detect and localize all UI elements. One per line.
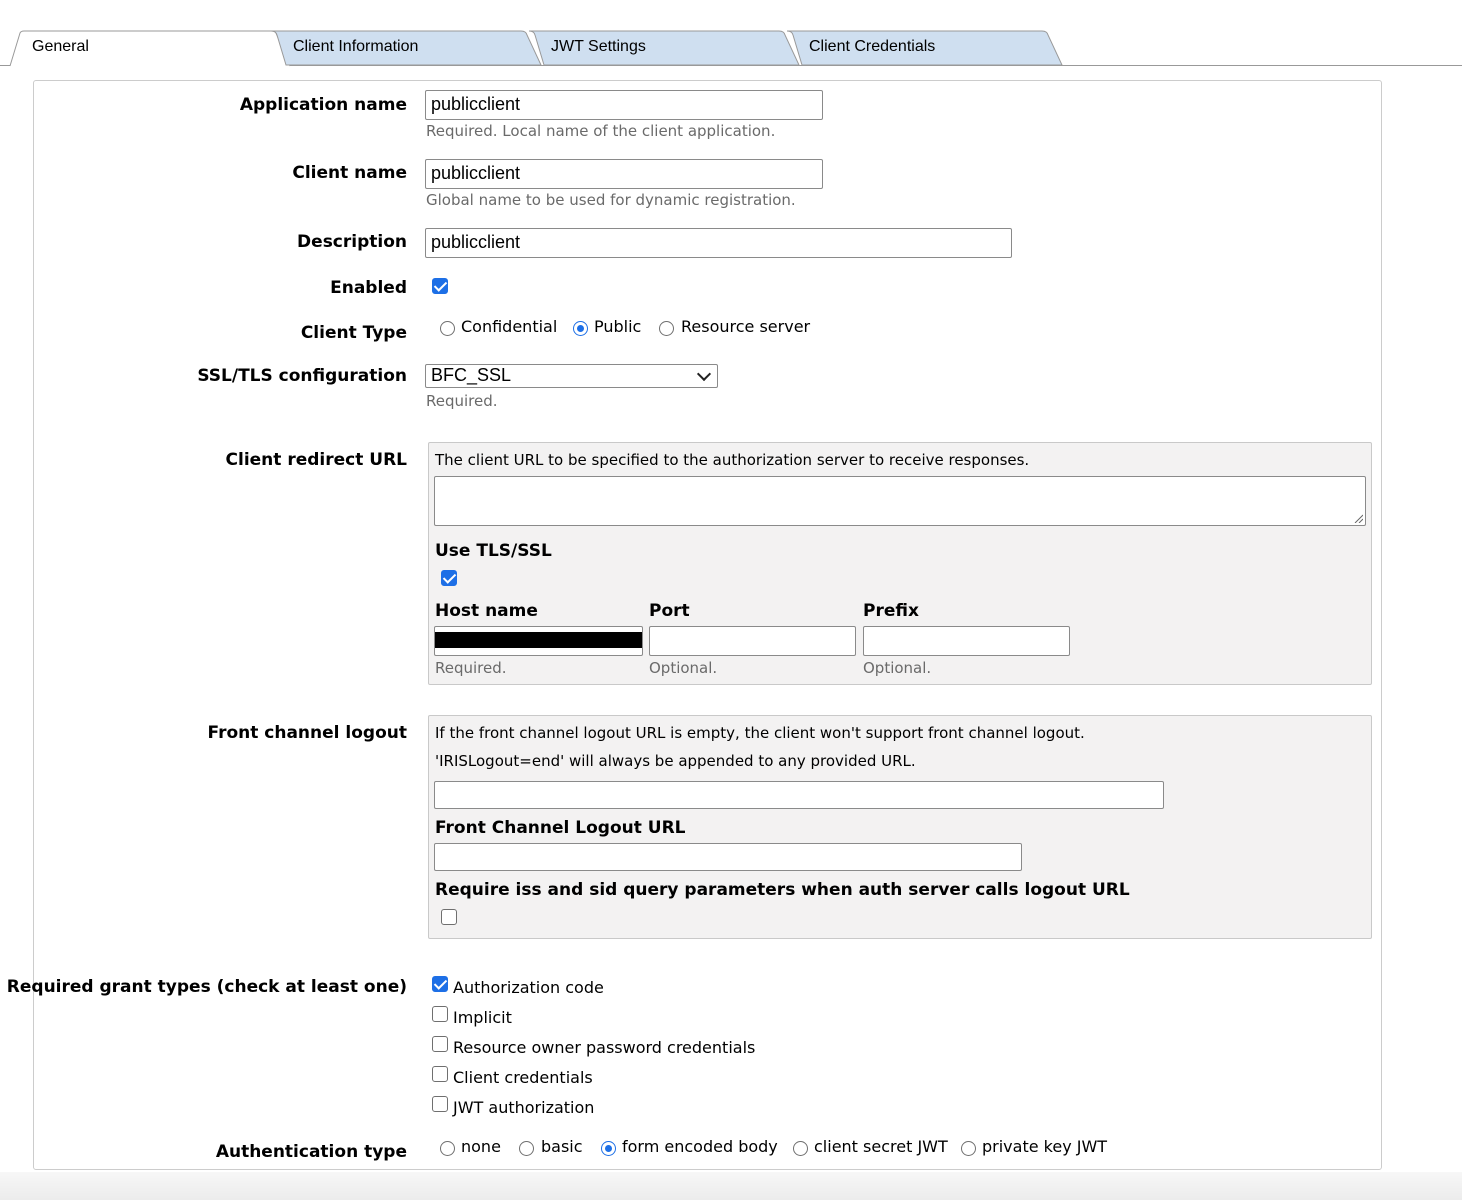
tab-jwt-settings[interactable] (529, 31, 799, 66)
auth-basic-label: basic (541, 1137, 583, 1156)
grant-jwt-authorization-label: JWT authorization (453, 1098, 595, 1117)
port-hint: Optional. (649, 659, 718, 677)
client-redirect-url-label: Client redirect URL (225, 450, 407, 470)
client-redirect-url-description: The client URL to be specified to the authorization server to receive responses. (435, 451, 1030, 469)
client-type-label: Client Type (300, 323, 407, 343)
front-channel-description-2: 'IRISLogout=end' will always be appended to any provided URL. (435, 752, 916, 770)
description-input[interactable]: publicclient (425, 228, 1012, 258)
application-name-label: Application name (239, 95, 407, 115)
front-channel-logout-url-input[interactable] (434, 843, 1022, 871)
grant-client-credentials-checkbox[interactable] (432, 1066, 448, 1082)
auth-client-secret-jwt-label: client secret JWT (814, 1137, 948, 1156)
grant-types-label: Required grant types (check at least one) (6, 977, 407, 997)
ssl-config-hint: Required. (426, 392, 498, 410)
ssl-config-label: SSL/TLS configuration (197, 366, 407, 386)
bottom-shadow (0, 1172, 1462, 1200)
front-channel-url-input-1[interactable] (434, 781, 1164, 809)
front-channel-logout-label: Front channel logout (207, 723, 407, 743)
front-channel-logout-url-label: Front Channel Logout URL (435, 818, 686, 838)
client-type-public-radio[interactable] (573, 321, 588, 336)
client-type-confidential-radio[interactable] (440, 321, 455, 336)
description-label: Description (297, 232, 407, 252)
grant-password-checkbox[interactable] (432, 1036, 448, 1052)
require-iss-sid-checkbox[interactable] (441, 909, 457, 925)
auth-private-key-jwt-radio[interactable] (961, 1141, 976, 1156)
client-type-public-label: Public (594, 317, 642, 336)
port-label: Port (649, 601, 690, 621)
tab-label: JWT Settings (551, 38, 646, 55)
enabled-label: Enabled (330, 278, 407, 298)
client-name-input[interactable]: publicclient (425, 159, 823, 189)
host-name-input[interactable] (434, 626, 643, 656)
client-type-resource-server-label: Resource server (681, 317, 811, 336)
tab-general[interactable] (10, 31, 290, 66)
client-name-hint: Global name to be used for dynamic registration. (426, 191, 796, 209)
client-redirect-url-textarea[interactable] (434, 476, 1366, 526)
auth-none-label: none (461, 1137, 501, 1156)
grant-implicit-label: Implicit (453, 1008, 512, 1027)
tab-client-credentials[interactable] (787, 31, 1062, 66)
require-iss-sid-label: Require iss and sid query parameters when auth server calls logout URL (435, 880, 1130, 900)
tab-label: Client Information (293, 38, 419, 55)
tab-label: Client Credentials (809, 38, 936, 55)
grant-authorization-code-checkbox[interactable] (432, 976, 448, 992)
grant-jwt-authorization-checkbox[interactable] (432, 1096, 448, 1112)
grant-implicit-checkbox[interactable] (432, 1006, 448, 1022)
grant-password-label: Resource owner password credentials (453, 1038, 756, 1057)
application-name-input[interactable]: publicclient (425, 90, 823, 120)
auth-basic-radio[interactable] (519, 1141, 534, 1156)
resize-handle-icon[interactable] (1353, 513, 1363, 523)
redacted-host-value (435, 632, 642, 648)
tab-client-information[interactable] (271, 31, 541, 66)
auth-form-encoded-body-radio[interactable] (601, 1141, 616, 1156)
tab-label: General (32, 38, 89, 55)
enabled-checkbox[interactable] (432, 278, 448, 294)
prefix-label: Prefix (863, 601, 919, 621)
host-name-label: Host name (435, 601, 538, 621)
prefix-input[interactable] (863, 626, 1070, 656)
port-input[interactable] (649, 626, 856, 656)
host-name-hint: Required. (435, 659, 507, 677)
ssl-config-select[interactable] (425, 364, 718, 388)
ssl-config-value: BFC_SSL (431, 365, 512, 385)
use-tls-label: Use TLS/SSL (435, 541, 552, 561)
prefix-hint: Optional. (863, 659, 932, 677)
grant-authorization-code-label: Authorization code (453, 978, 604, 997)
auth-form-encoded-body-label: form encoded body (622, 1137, 778, 1156)
auth-private-key-jwt-label: private key JWT (982, 1137, 1108, 1156)
auth-client-secret-jwt-radio[interactable] (793, 1141, 808, 1156)
client-type-confidential-label: Confidential (461, 317, 558, 336)
grant-client-credentials-label: Client credentials (453, 1068, 593, 1087)
client-type-resource-server-radio[interactable] (659, 321, 674, 336)
auth-none-radio[interactable] (440, 1141, 455, 1156)
use-tls-checkbox[interactable] (441, 570, 457, 586)
authentication-type-label: Authentication type (215, 1142, 407, 1162)
application-name-hint: Required. Local name of the client application. (426, 122, 776, 140)
front-channel-description-1: If the front channel logout URL is empty, the client won't support front channel logout. (435, 724, 1085, 742)
chevron-down-icon (697, 367, 711, 381)
client-name-label: Client name (292, 163, 407, 183)
